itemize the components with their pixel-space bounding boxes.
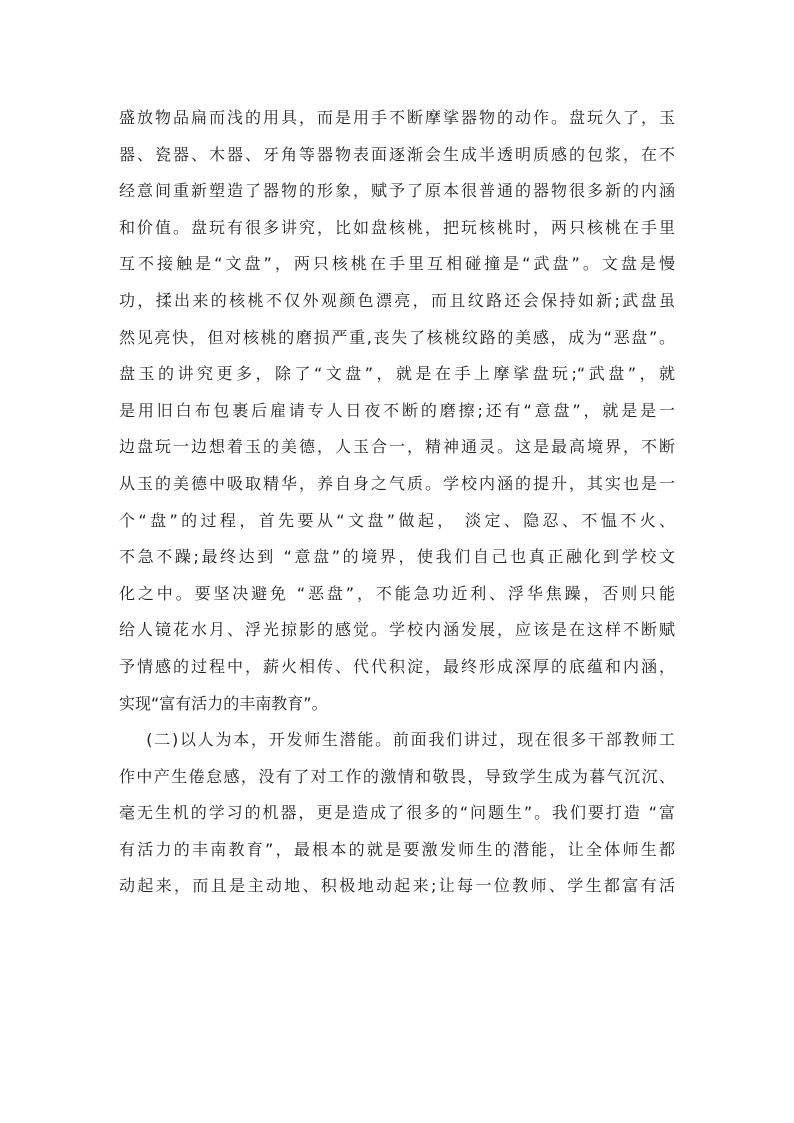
text-line: 器、瓷器、木器、牙角等器物表面逐渐会生成半透明质感的包浆，在不 [119, 144, 675, 164]
text-line: 从玉的美德中吸取精华，养自身之气质。学校内涵的提升，其实也是一 [119, 473, 675, 493]
text-line: 个“盘”的过程，首先要从“文盘”做起， 淡定、隐忍、不愠不火、 [119, 510, 675, 530]
text-line: 毫无生机的学习的机器，更是造成了很多的“问题生”。我们要打造 “富 [119, 803, 675, 823]
text-line: 边盘玩一边想着玉的美德，人玉合一，精神通灵。这是最高境界，不断 [119, 437, 675, 457]
text-line: 互不接触是“文盘”，两只核桃在手里互相碰撞是“武盘”。文盘是慢 [119, 254, 675, 274]
text-line: 是用旧白布包裹后雇请专人日夜不断的磨擦;还有“意盘”，就是是一 [119, 400, 675, 420]
text-line: 盛放物品扁而浅的用具，而是用手不断摩挲器物的动作。盘玩久了，玉 [119, 108, 675, 127]
text-line: 给人镜花水月、浮光掠影的感觉。学校内涵发展，应该是在这样不断赋 [119, 620, 675, 640]
text-line: 不急不躁;最终达到 “意盘”的境界，使我们自己也真正融化到学校文 [119, 547, 675, 567]
text-line: 予情感的过程中，薪火相传、代代积淀，最终形成深厚的底蕴和内涵， [119, 656, 675, 676]
text-line: 和价值。盘玩有很多讲究，比如盘核桃，把玩核桃时，两只核桃在手里 [119, 217, 675, 237]
text-line: 然见亮快，但对核桃的磨损严重,丧失了核桃纹路的美感，成为“恶盘”。 [119, 327, 675, 347]
paragraph-end-line: 实现“富有活力的丰南教育”。 [119, 693, 328, 713]
body-text [119, 100, 675, 905]
text-line: 作中产生倦怠感，没有了对工作的激情和敬畏，导致学生成为暮气沉沉、 [119, 766, 675, 786]
text-line: 有活力的丰南教育”，最根本的就是要激发师生的潜能，让全体师生都 [119, 839, 675, 859]
text-line: 动起来，而且是主动地、积极地动起来;让每一位教师、学生都富有活 [119, 876, 675, 896]
text-line: 经意间重新塑造了器物的形象，赋予了原本很普通的器物很多新的内涵 [119, 181, 675, 201]
paragraph-start-line: (二)以人为本，开发师生潜能。前面我们讲过，现在很多干部教师工 [119, 730, 675, 750]
text-line: 功，揉出来的核桃不仅外观颜色漂亮，而且纹路还会保持如新;武盘虽 [119, 290, 675, 310]
text-line: 化之中。要坚决避免 “恶盘”，不能急功近利、浮华焦躁，否则只能 [119, 583, 675, 603]
text-line: 盘玉的讲究更多，除了“文盘”，就是在手上摩挲盘玩;“武盘”，就 [119, 364, 675, 384]
